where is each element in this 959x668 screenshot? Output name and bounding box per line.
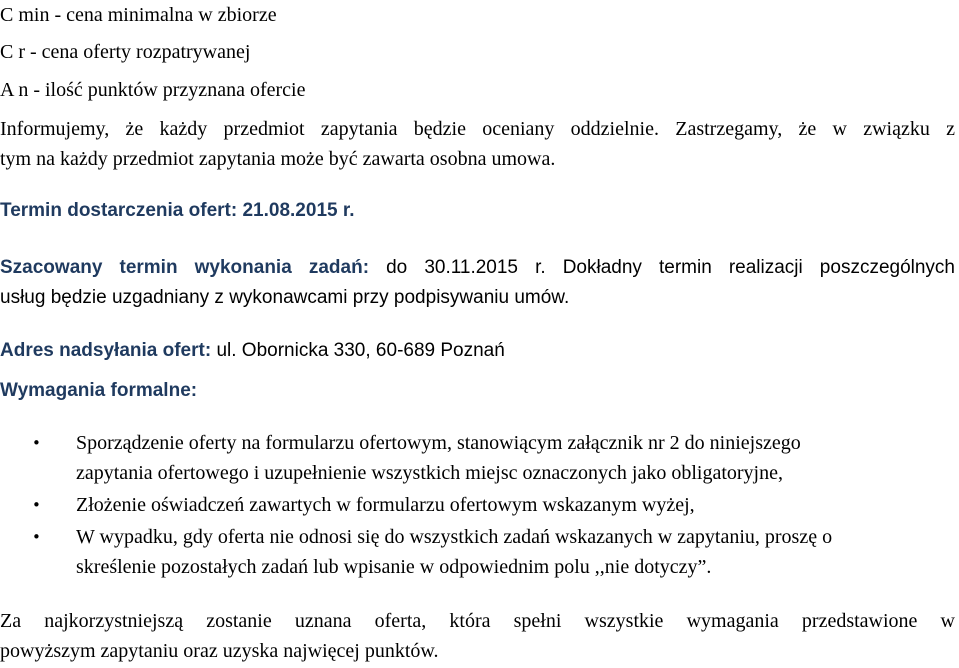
definition-c-min: C min - cena minimalna w zbiorze xyxy=(0,4,277,26)
requirements-title: Wymagania formalne: xyxy=(0,380,198,401)
list-item xyxy=(0,490,955,520)
address-label: Adres nadsyłania ofert: xyxy=(0,340,212,361)
deadline-line xyxy=(0,196,354,226)
info-paragraph xyxy=(0,114,955,174)
list-item xyxy=(0,522,955,582)
info-line-2: tym na każdy przedmiot zapytania może być zawarta osobna umowa. xyxy=(0,148,556,170)
requirements-list xyxy=(0,428,955,582)
bullet-icon: • xyxy=(32,496,41,514)
bullet-icon: • xyxy=(32,528,41,546)
estimate-value: do 30.11.2015 r. Dokładny termin realizacji poszczególnych xyxy=(386,257,956,278)
definition-a-n: A n - ilość punktów przyznana ofercie xyxy=(0,79,306,101)
list-item xyxy=(0,428,955,488)
address-line xyxy=(0,336,505,366)
estimate-line-1 xyxy=(0,253,955,283)
summary-line-1: Za najkorzystniejszą zostanie uznana oferta, która spełni wszystkie wymagania przedstawione w xyxy=(0,610,955,632)
address-value: ul. Obornicka 330, 60-689 Poznań xyxy=(216,340,505,361)
requirement-1-line-1: Sporządzenie oferty na formularzu ofertowym, stanowiącym załącznik nr 2 do niniejszego xyxy=(76,432,801,454)
requirement-3-line-2: skreślenie pozostałych zadań lub wpisanie w odpowiednim polu ,,nie dotyczy”. xyxy=(76,556,712,578)
estimate-paragraph xyxy=(0,253,955,313)
estimate-label: Szacowany termin wykonania zadań: xyxy=(0,257,370,278)
deadline-value: 21.08.2015 r. xyxy=(242,200,355,221)
requirement-1-line-2: zapytania ofertowego i uzupełnienie wszystkich miejsc oznaczonych jako obligatoryjne, xyxy=(76,462,783,484)
estimate-line-2: usług będzie uzgadniany z wykonawcami przy podpisywaniu umów. xyxy=(0,287,570,308)
bullet-icon: • xyxy=(32,434,41,452)
definition-c-r: C r - cena oferty rozpatrywanej xyxy=(0,41,251,63)
summary-paragraph xyxy=(0,606,955,666)
summary-line-2: powyższym zapytaniu oraz uzyska najwięcej punktów. xyxy=(0,640,439,662)
deadline-label: Termin dostarczenia ofert: xyxy=(0,200,238,221)
requirement-2-line-1: Złożenie oświadczeń zawartych w formularzu ofertowym wskazanym wyżej, xyxy=(76,494,695,516)
info-line-1: Informujemy, że każdy przedmiot zapytania będzie oceniany oddzielnie. Zastrzegamy, że w związku z xyxy=(0,118,955,140)
requirement-3-line-1: W wypadku, gdy oferta nie odnosi się do wszystkich zadań wskazanych w zapytaniu, proszę o xyxy=(76,526,833,548)
